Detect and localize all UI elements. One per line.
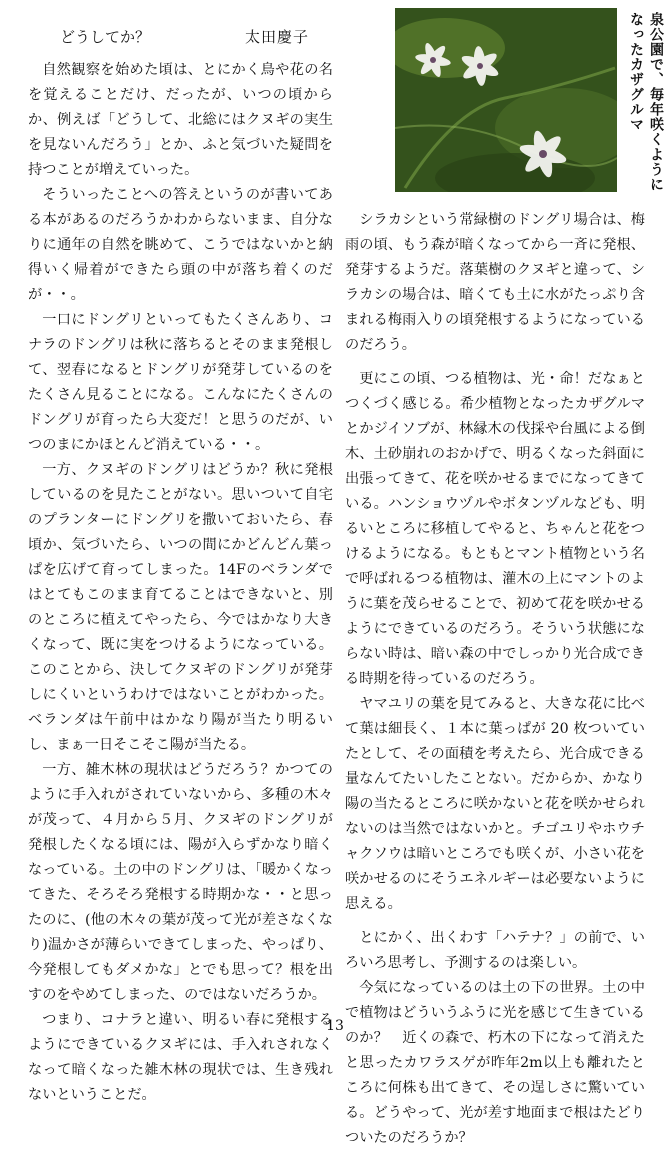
- paragraph: つまり、コナラと違い、明るい春に発根するようにできているクヌギには、手入れされなくなって暗くなった雑木林の現状では、生き残れないということだ。: [28, 1012, 333, 1103]
- paragraph: シラカシという常緑樹のドングリ場合は、梅雨の頃、もう森が暗くなってから一斉に発根、発芽するようだ。落葉樹のクヌギと違って、シラカシの場合は、暗くても土に水がたっぷり含まれる梅雨入りの頃発根するようになっているのだろう。: [345, 212, 645, 353]
- left-column: [28, 58, 333, 1108]
- paragraph: 一方、クヌギのドングリはどうか？秋に発根しているのを見たことがない。思いついて自宅のプランターにドングリを撒いておいたら、春頃か、気づいたら、いつの間にかどんどん葉っぱを広げて育ってしまった。14Fのベランダではとてもこのまま育てることはできないと、別のところに植えてやったら、今ではかなり大きくなって、既に実をつけるようになっている。このことから、決してクヌギのドングリが発芽しにくいというわけではないことがわかった。ベランダは午前中はかなり陽が当たり明るいし、まぁ一日そこそこ陽が当たる。: [28, 462, 333, 753]
- paragraph: 一方、雑木林の現状はどうだろう？かつてのように手入れがされていないから、多種の木々が茂って、４月から５月、クヌギのドングリが発根したくなる頃には、陽が入らずかなり暗くなっている。土の中のドングリは、「暖かくなってきた、そろそろ発根する時期かな・・と思ったのに、(他の木々の葉が茂って光が差さなくなり)温かさが薄らいできてしまった、やっぱり、今発根してもダメかな」とでも思って？根を出すのをやめてしまった、のではないだろうか。: [28, 762, 333, 1003]
- author-name: 太田慶子: [245, 28, 310, 46]
- paragraph: ヤマユリの葉を見てみると、大きな花に比べて葉は細長く、１本に葉っぱが 20 枚ついていたとして、その面積を考えたら、光合成できる量なんてたいしたことない。だからか、かなり陽の当たるところに咲かないと花を咲かせられないのは当然ではないかと。チゴユリやホウチャクソウは暗いところでも咲くが、小さい花を咲かせるのにそうエネルギーは必要ないように思える。: [345, 696, 645, 912]
- article-title: どうしてか？: [60, 28, 151, 46]
- flower-photo: [395, 8, 617, 192]
- paragraph: 更にこの頃、つる植物は、光・命！だなぁとつくづく感じる。希少植物となったカザグルマとかジイソブが、林縁木の伐採や台風による倒木、土砂崩れのおかげで、明るくなった斜面に出張ってきて、花を咲かせるまでになってきている。ハンショウヅルやボタンヅルなども、明るいところに移植してやると、ちゃんと花をつけるようになる。もともとマント植物という名で呼ばれるつる植物は、灌木の上にマントのように葉を茂らせることで、初めて花を咲かせるようにできているのだろう。そういう状態にならない時は、暗い森の中でしっかり光合成できる時期を待っているのだろう。: [345, 371, 645, 687]
- paragraph: そういったことへの答えというのが書いてある本があるのだろうかわからないまま、自分なりに通年の自然を眺めて、こうではないかと納得いく帰着ができたら頭の中が落ち着くのだが・・。: [28, 187, 333, 303]
- paragraph: 自然観察を始めた頃は、とにかく鳥や花の名を覚えることだけ、だったが、いつの頃からか、例えば「どうして、北総にはクヌギの実生を見ないんだろう」とか、ふと気づいた疑問を持つことが増えていった。: [28, 62, 333, 178]
- right-column: [345, 208, 645, 1151]
- kazaguruma-flower-image: [395, 8, 617, 192]
- paragraph: とにかく、出くわす「ハテナ？」の前で、いろいろ思考し、予測するのは楽しい。: [345, 930, 645, 971]
- page-number: 13: [326, 1018, 344, 1034]
- paragraph: 一口にドングリといってもたくさんあり、コナラのドングリは秋に落ちるとそのまま発根して、翌春になるとドングリが発芽しているのをたくさん見ることになる。こんなにたくさんのドングリが育ったら大変だ！と思うのだが、いつのまにかほとんど消えている・・。: [28, 312, 333, 453]
- photo-caption: 泉公園で、毎年咲くようになったカザグルマ: [628, 12, 664, 192]
- paragraph: 今気になっているのは土の下の世界。土の中で植物はどういうふうに光を感じて生きているのか？ 近くの森で、朽木の下になって消えたと思ったカワラスゲが昨年2m以上も離れたところに何株も出てきて、その逞しさに驚いている。どうやって、光が差す地面まで根はたどりついたのだろうか？: [345, 980, 645, 1146]
